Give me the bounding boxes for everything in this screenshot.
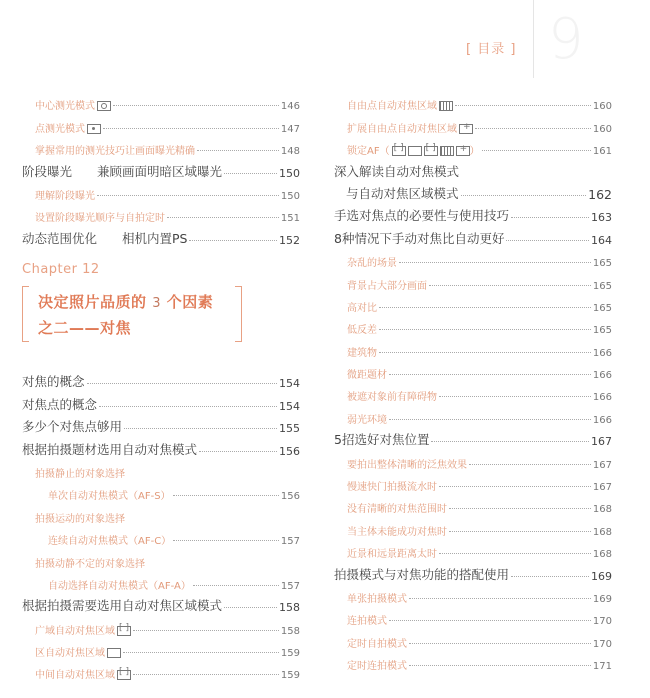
af-area-mode-icon — [424, 146, 438, 156]
page-number: 171 — [592, 661, 612, 673]
dot-leader — [189, 240, 277, 241]
entry-title: 没有清晰的对焦范围时 — [347, 504, 447, 516]
page-number: 148 — [280, 146, 300, 158]
toc-entry[interactable] — [22, 525, 300, 547]
page-number: 169 — [592, 593, 612, 605]
chapter-title-line1-b: 个因素 — [166, 293, 214, 311]
dot-leader — [409, 598, 591, 599]
entry-title: 拍摄静止的对象选择 — [35, 468, 125, 480]
dot-leader — [199, 451, 277, 452]
entry-title: 近景和远景距离太时 — [347, 549, 437, 561]
toc-entry[interactable] — [22, 202, 300, 224]
page-number: 160 — [592, 101, 612, 113]
entry-title: 掌握常用的测光技巧让画面曝光精确 — [35, 146, 195, 158]
dot-leader — [87, 383, 277, 384]
dot-leader — [449, 531, 591, 532]
page-number: 157 — [280, 536, 300, 548]
entry-title-tail: ） — [469, 146, 480, 158]
toc-subheading — [22, 502, 300, 524]
page-number: 158 — [280, 625, 300, 637]
page-number: 169 — [591, 569, 612, 583]
dot-leader — [379, 329, 591, 330]
page-number: 165 — [592, 302, 612, 314]
page-number: 151 — [280, 213, 300, 225]
page-number: 146 — [280, 101, 300, 113]
entry-title: 背景占大部分画面 — [347, 280, 427, 292]
entry-title: 中间自动对焦区域[ ] — [35, 666, 131, 681]
entry-title: 动态范围优化 相机内置PS — [22, 230, 188, 246]
chapter-number: 9 — [548, 7, 584, 72]
page-number: 167 — [591, 435, 612, 449]
toc-entry[interactable] — [334, 426, 612, 448]
dot-leader — [409, 643, 591, 644]
toc-entry[interactable] — [334, 224, 612, 246]
dot-leader — [511, 576, 589, 577]
page-number: 154 — [279, 399, 300, 413]
dot-leader — [379, 352, 591, 353]
toc-entry[interactable] — [334, 650, 612, 672]
dot-leader — [389, 620, 591, 621]
af-area-mode-icon — [408, 146, 422, 156]
dot-leader — [429, 285, 591, 286]
dot-leader — [133, 630, 279, 631]
dot-leader — [193, 585, 279, 586]
entry-title: 定时连拍模式 — [347, 661, 407, 673]
dot-leader — [389, 419, 591, 420]
entry-title: 根据拍摄题材选用自动对焦模式 — [22, 441, 198, 457]
dot-leader — [103, 128, 279, 129]
entry-title: 自动选择自动对焦模式（AF-A） — [48, 580, 191, 592]
page-number: 170 — [592, 638, 612, 650]
center-weighted-metering-icon — [97, 101, 111, 111]
bracket-left — [22, 286, 29, 342]
page-number: 156 — [279, 444, 300, 458]
toc-entry[interactable] — [22, 180, 300, 202]
entry-title: 点测光模式 — [35, 120, 101, 135]
page-number: 150 — [279, 166, 300, 180]
toc-entry[interactable] — [22, 570, 300, 592]
entry-title: 阶段曝光 兼顾画面明暗区域曝光 — [22, 163, 223, 179]
entry-title: 与自动对焦区域模式 — [346, 185, 459, 201]
toc-left-top — [22, 90, 300, 247]
dot-leader — [97, 195, 279, 196]
entry-title: 中心测光模式 — [35, 97, 111, 112]
af-area-mode-icon — [440, 146, 454, 156]
page-number: 168 — [592, 526, 612, 538]
toc-subheading — [22, 458, 300, 480]
toc-entry[interactable] — [334, 515, 612, 537]
toc-entry[interactable] — [334, 359, 612, 381]
dot-leader — [379, 307, 591, 308]
dot-leader — [224, 173, 277, 174]
page-number: 166 — [592, 414, 612, 426]
spot-metering-icon — [87, 124, 101, 134]
page-number: 155 — [279, 422, 300, 436]
toc-entry[interactable] — [334, 448, 612, 470]
page-number: 147 — [280, 123, 300, 135]
toc-entry[interactable] — [22, 480, 300, 502]
toc-entry[interactable] — [334, 560, 612, 582]
expand-flexible-spot-af-icon — [459, 124, 473, 134]
dot-leader — [469, 464, 591, 465]
toc-entry[interactable] — [22, 90, 300, 112]
chapter-title-line1-a: 决定照片品质的 — [38, 293, 147, 311]
chapter-title-box — [22, 280, 242, 346]
entry-title: 深入解读自动对焦模式 — [334, 163, 460, 179]
toc-entry[interactable] — [334, 112, 612, 134]
entry-title: 理解阶段曝光 — [35, 190, 95, 202]
dot-leader — [123, 652, 279, 653]
toc-entry[interactable] — [22, 435, 300, 457]
dot-leader — [399, 262, 591, 263]
dot-leader — [409, 665, 591, 666]
entry-title: 连续自动对焦模式（AF-C） — [48, 536, 172, 548]
toc-entry[interactable] — [22, 413, 300, 435]
entry-title: 连拍模式 — [347, 616, 387, 628]
toc-entry[interactable] — [334, 247, 612, 269]
page-number: 156 — [280, 491, 300, 503]
dot-leader — [439, 396, 591, 397]
entry-title: 定时自拍模式 — [347, 638, 407, 650]
dot-leader — [173, 495, 279, 496]
page-number: 159 — [280, 648, 300, 660]
page-number: 166 — [592, 392, 612, 404]
entry-title: 单张拍摄模式 — [347, 593, 407, 605]
page-number: 163 — [591, 211, 612, 225]
entry-title: 8种情况下手动对焦比自动更好 — [334, 230, 505, 246]
entry-title: 拍摄动静不定的对象选择 — [35, 558, 145, 570]
toc-entry[interactable] — [334, 583, 612, 605]
dot-leader — [449, 508, 591, 509]
toc-entry[interactable] — [334, 90, 612, 112]
dot-leader — [197, 150, 279, 151]
toc-entry[interactable] — [334, 180, 612, 202]
toc-entry[interactable] — [334, 627, 612, 649]
dot-leader — [455, 105, 591, 106]
page-number: 167 — [592, 482, 612, 494]
toc-entry[interactable] — [334, 605, 612, 627]
page-number: 161 — [592, 146, 612, 158]
toc-entry[interactable] — [22, 637, 300, 659]
toc-entry[interactable] — [22, 614, 300, 636]
toc-subheading — [334, 157, 612, 179]
page-number: 157 — [280, 580, 300, 592]
page-number: 168 — [592, 504, 612, 516]
page-number: 150 — [280, 190, 300, 202]
dot-leader — [431, 441, 589, 442]
page-number: 158 — [279, 601, 300, 615]
dot-leader — [475, 128, 591, 129]
entry-title: 要拍出整体清晰的泛焦效果 — [347, 459, 467, 471]
toc-entry[interactable] — [334, 269, 612, 291]
dot-leader — [133, 674, 279, 675]
page-number: 166 — [592, 370, 612, 382]
dot-leader — [389, 374, 591, 375]
page-number: 154 — [279, 377, 300, 391]
dot-leader — [173, 540, 279, 541]
toc-right — [334, 90, 612, 672]
entry-title: 弱光环境 — [347, 414, 387, 426]
entry-title: 多少个对焦点够用 — [22, 419, 123, 435]
toc-entry[interactable] — [334, 538, 612, 560]
dot-leader — [167, 217, 279, 218]
toc-entry[interactable] — [334, 292, 612, 314]
dot-leader — [439, 486, 591, 487]
dot-leader — [511, 217, 589, 218]
page-number: 160 — [592, 123, 612, 135]
af-area-mode-icon — [392, 146, 406, 156]
entry-title: 低反差 — [347, 325, 377, 337]
entry-title: 微距题材 — [347, 370, 387, 382]
page-number: 170 — [592, 616, 612, 628]
entry-title: 自由点自动对焦区域 — [347, 97, 453, 112]
toc-header-label: [ 目录 ] — [466, 42, 517, 57]
toc-entry[interactable] — [334, 471, 612, 493]
toc-entry[interactable] — [22, 157, 300, 179]
page-number: 166 — [592, 347, 612, 359]
toc-left-bottom — [22, 368, 300, 681]
zone-af-area-icon — [107, 648, 121, 658]
toc-entry[interactable] — [334, 314, 612, 336]
toc-entry[interactable] — [334, 135, 612, 157]
dot-leader — [482, 150, 591, 151]
entry-title: 广域自动对焦区域[ ] — [35, 622, 131, 637]
entry-title: 对焦点的概念 — [22, 396, 98, 412]
dot-leader — [506, 240, 589, 241]
page-number: 165 — [592, 325, 612, 337]
toc-entry[interactable] — [22, 224, 300, 246]
chapter-title-number: 3 — [152, 296, 162, 311]
toc-entry[interactable] — [334, 336, 612, 358]
entry-title: 对焦的概念 — [22, 374, 85, 390]
toc-subheading — [22, 547, 300, 569]
bracket-right — [235, 286, 242, 342]
entry-title: 5招选好对焦位置 — [334, 432, 430, 448]
chapter-title — [38, 290, 213, 340]
toc-entry[interactable] — [22, 135, 300, 157]
page-number: 162 — [588, 186, 612, 202]
toc-entry[interactable] — [22, 368, 300, 390]
dot-leader — [461, 195, 587, 196]
page-number: 167 — [592, 459, 612, 471]
dot-leader — [113, 105, 279, 106]
toc-entry[interactable] — [22, 390, 300, 412]
page-number: 164 — [591, 233, 612, 247]
entry-title: 杂乱的场景 — [347, 258, 397, 270]
toc-entry[interactable] — [334, 202, 612, 224]
toc-entry[interactable] — [22, 112, 300, 134]
header-divider — [533, 0, 534, 78]
entry-title: 拍摄运动的对象选择 — [35, 513, 125, 525]
toc-entry[interactable] — [334, 403, 612, 425]
entry-title: 当主体未能成功对焦时 — [347, 526, 447, 538]
toc-entry[interactable] — [334, 381, 612, 403]
af-area-mode-icon — [456, 146, 470, 156]
entry-title: 高对比 — [347, 302, 377, 314]
dot-leader — [99, 406, 277, 407]
page-number: 159 — [280, 670, 300, 682]
toc-entry[interactable] — [22, 592, 300, 614]
entry-title: 被遮对象前有障碍物 — [347, 392, 437, 404]
page-number: 152 — [279, 233, 300, 247]
chapter-label: Chapter 12 — [22, 262, 100, 277]
flexible-spot-af-icon — [439, 101, 453, 111]
toc-entry[interactable] — [22, 659, 300, 681]
dot-leader — [439, 553, 591, 554]
center-af-area-icon — [117, 670, 131, 680]
entry-title: 区自动对焦区域 — [35, 644, 121, 659]
entry-title: 慢速快门拍摄流水时 — [347, 482, 437, 494]
entry-title: 设置阶段曝光顺序与自拍定时 — [35, 213, 165, 225]
entry-title: 建筑物 — [347, 347, 377, 359]
page-number: 165 — [592, 258, 612, 270]
dot-leader — [224, 607, 277, 608]
entry-title: 根据拍摄需要选用自动对焦区域模式 — [22, 598, 223, 614]
chapter-title-line2: 之二——对焦 — [38, 319, 132, 337]
page-number: 165 — [592, 280, 612, 292]
dot-leader — [124, 428, 277, 429]
toc-entry[interactable] — [334, 493, 612, 515]
entry-title: 锁定AF（[ ][ ]+ ） — [347, 142, 480, 157]
entry-title: 手选对焦点的必要性与使用技巧 — [334, 208, 510, 224]
page-number: 168 — [592, 549, 612, 561]
entry-title: 单次自动对焦模式（AF-S） — [48, 491, 171, 503]
entry-title: 拍摄模式与对焦功能的搭配使用 — [334, 566, 510, 582]
entry-title: 扩展自由点自动对焦区域+ — [347, 120, 473, 135]
wide-af-area-icon — [117, 626, 131, 636]
